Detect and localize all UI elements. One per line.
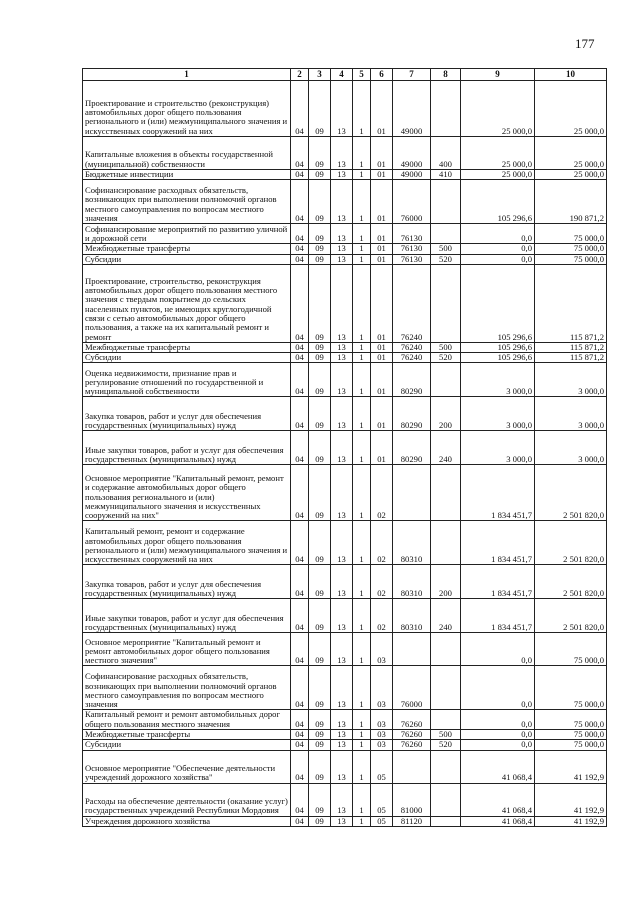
cell-code: 03	[371, 633, 393, 666]
cell-code: 400	[431, 137, 461, 170]
cell-code: 01	[371, 170, 393, 180]
cell-amount: 2 501 820,0	[535, 521, 607, 565]
cell-code: 80290	[393, 363, 431, 397]
cell-code: 09	[309, 224, 331, 244]
cell-code: 13	[331, 710, 353, 730]
cell-description: Межбюджетные трансферты	[83, 244, 291, 254]
cell-amount: 2 501 820,0	[535, 599, 607, 633]
cell-code: 76260	[393, 710, 431, 730]
cell-description: Межбюджетные трансферты	[83, 342, 291, 352]
cell-code: 01	[371, 81, 393, 137]
cell-amount: 3 000,0	[535, 397, 607, 431]
cell-amount: 75 000,0	[535, 710, 607, 730]
cell-code	[431, 783, 461, 816]
cell-code: 1	[353, 264, 371, 342]
cell-code: 09	[309, 666, 331, 710]
cell-code	[431, 816, 461, 826]
cell-amount: 0,0	[461, 254, 535, 264]
cell-code	[431, 81, 461, 137]
cell-code: 1	[353, 170, 371, 180]
cell-code: 01	[371, 137, 393, 170]
table-row	[83, 254, 607, 264]
cell-code: 09	[309, 170, 331, 180]
cell-code: 09	[309, 397, 331, 431]
cell-code: 13	[331, 599, 353, 633]
cell-code: 09	[309, 180, 331, 224]
cell-amount: 2 501 820,0	[535, 565, 607, 599]
cell-code: 02	[371, 565, 393, 599]
cell-amount: 75 000,0	[535, 244, 607, 254]
cell-code	[431, 521, 461, 565]
budget-table	[82, 68, 607, 827]
table-row	[83, 740, 607, 750]
cell-code: 1	[353, 599, 371, 633]
cell-code: 04	[291, 224, 309, 244]
cell-code: 1	[353, 750, 371, 783]
cell-code: 03	[371, 666, 393, 710]
cell-amount: 41 192,9	[535, 783, 607, 816]
cell-amount: 41 068,4	[461, 783, 535, 816]
cell-description: Субсидии	[83, 740, 291, 750]
table-row	[83, 750, 607, 783]
cell-code: 13	[331, 137, 353, 170]
cell-code: 04	[291, 137, 309, 170]
cell-amount: 75 000,0	[535, 633, 607, 666]
cell-code: 49000	[393, 137, 431, 170]
cell-code: 03	[371, 710, 393, 730]
cell-code: 09	[309, 729, 331, 739]
cell-amount: 2 501 820,0	[535, 465, 607, 521]
cell-description: Иные закупки товаров, работ и услуг для обеспечения государственных (муниципальных) нужд	[83, 431, 291, 465]
column-header: 9	[461, 69, 535, 81]
column-header: 1	[83, 69, 291, 81]
table-row	[83, 783, 607, 816]
cell-amount: 0,0	[461, 244, 535, 254]
cell-code: 1	[353, 729, 371, 739]
cell-code: 02	[371, 465, 393, 521]
cell-description: Софинансирование расходных обязательств, возникающих при выполнении полномочий органов местного самоуправления по вопросам местного значения	[83, 180, 291, 224]
cell-amount: 3 000,0	[461, 363, 535, 397]
cell-code	[431, 264, 461, 342]
cell-amount: 25 000,0	[461, 137, 535, 170]
cell-amount: 41 192,9	[535, 816, 607, 826]
cell-code: 240	[431, 431, 461, 465]
cell-code: 04	[291, 565, 309, 599]
cell-code: 05	[371, 816, 393, 826]
cell-code: 04	[291, 633, 309, 666]
cell-code: 410	[431, 170, 461, 180]
cell-amount: 41 068,4	[461, 816, 535, 826]
cell-code	[431, 180, 461, 224]
cell-code: 13	[331, 565, 353, 599]
cell-code: 1	[353, 244, 371, 254]
cell-amount: 105 296,6	[461, 180, 535, 224]
cell-amount: 105 296,6	[461, 264, 535, 342]
cell-code: 500	[431, 342, 461, 352]
cell-code: 04	[291, 353, 309, 363]
cell-code: 1	[353, 633, 371, 666]
table-row	[83, 244, 607, 254]
cell-amount: 115 871,2	[535, 342, 607, 352]
cell-code: 09	[309, 431, 331, 465]
table-row	[83, 342, 607, 352]
cell-code: 01	[371, 431, 393, 465]
cell-amount: 25 000,0	[461, 81, 535, 137]
cell-code: 04	[291, 431, 309, 465]
cell-code: 1	[353, 666, 371, 710]
cell-amount: 3 000,0	[461, 431, 535, 465]
cell-code: 01	[371, 264, 393, 342]
cell-amount: 1 834 451,7	[461, 599, 535, 633]
cell-code: 04	[291, 81, 309, 137]
table-row	[83, 180, 607, 224]
cell-code: 76260	[393, 729, 431, 739]
cell-code: 09	[309, 816, 331, 826]
cell-code: 04	[291, 180, 309, 224]
cell-code: 76130	[393, 244, 431, 254]
cell-code: 80290	[393, 397, 431, 431]
cell-code: 09	[309, 254, 331, 264]
cell-code: 1	[353, 137, 371, 170]
table-row	[83, 465, 607, 521]
cell-code: 520	[431, 254, 461, 264]
table-row	[83, 633, 607, 666]
table-row	[83, 264, 607, 342]
table-row	[83, 137, 607, 170]
cell-code	[431, 465, 461, 521]
cell-description: Основное мероприятие "Капитальный ремонт, ремонт и содержание автомобильных дорог общего пользования регионального и (или) межмуниципального значения и искусственных сооружений на них"	[83, 465, 291, 521]
cell-amount: 75 000,0	[535, 254, 607, 264]
table-body	[83, 81, 607, 827]
cell-code: 01	[371, 363, 393, 397]
column-header: 4	[331, 69, 353, 81]
cell-code: 09	[309, 353, 331, 363]
cell-description: Основное мероприятие "Обеспечение деятельности учреждений дорожного хозяйства"	[83, 750, 291, 783]
cell-code: 80310	[393, 521, 431, 565]
cell-code: 13	[331, 465, 353, 521]
cell-code: 01	[371, 397, 393, 431]
cell-amount: 115 871,2	[535, 264, 607, 342]
cell-code: 13	[331, 816, 353, 826]
cell-description: Иные закупки товаров, работ и услуг для обеспечения государственных (муниципальных) нужд	[83, 599, 291, 633]
cell-amount: 75 000,0	[535, 729, 607, 739]
cell-description: Бюджетные инвестиции	[83, 170, 291, 180]
cell-code: 76130	[393, 254, 431, 264]
cell-description: Проектирование и строительство (реконструкция) автомобильных дорог общего пользования регионального и (или) межмуниципального значения и искусственных сооружений на них	[83, 81, 291, 137]
cell-description: Субсидии	[83, 353, 291, 363]
cell-description: Субсидии	[83, 254, 291, 264]
cell-code: 13	[331, 342, 353, 352]
cell-description: Софинансирование расходных обязательств, возникающих при выполнении полномочий органов местного самоуправления по вопросам местного значения	[83, 666, 291, 710]
cell-code: 09	[309, 342, 331, 352]
cell-amount: 105 296,6	[461, 353, 535, 363]
column-header: 3	[309, 69, 331, 81]
column-header: 7	[393, 69, 431, 81]
cell-amount: 0,0	[461, 729, 535, 739]
cell-code: 1	[353, 224, 371, 244]
cell-code: 1	[353, 353, 371, 363]
cell-code: 76240	[393, 353, 431, 363]
cell-amount: 75 000,0	[535, 224, 607, 244]
cell-code: 04	[291, 264, 309, 342]
cell-amount: 41 192,9	[535, 750, 607, 783]
cell-code: 520	[431, 740, 461, 750]
cell-code: 09	[309, 521, 331, 565]
cell-code: 13	[331, 244, 353, 254]
cell-code: 09	[309, 750, 331, 783]
cell-code: 49000	[393, 170, 431, 180]
cell-code: 1	[353, 81, 371, 137]
cell-code: 13	[331, 81, 353, 137]
cell-code: 76240	[393, 264, 431, 342]
cell-code	[431, 633, 461, 666]
cell-code: 04	[291, 521, 309, 565]
table-row	[83, 224, 607, 244]
table-row	[83, 521, 607, 565]
cell-code: 1	[353, 363, 371, 397]
cell-code: 13	[331, 729, 353, 739]
cell-code: 13	[331, 521, 353, 565]
cell-code: 09	[309, 137, 331, 170]
cell-code: 13	[331, 750, 353, 783]
cell-code: 09	[309, 465, 331, 521]
cell-description: Учреждения дорожного хозяйства	[83, 816, 291, 826]
cell-amount: 3 000,0	[535, 431, 607, 465]
cell-code: 13	[331, 254, 353, 264]
cell-code: 81120	[393, 816, 431, 826]
cell-code: 240	[431, 599, 461, 633]
cell-code: 1	[353, 431, 371, 465]
cell-code: 1	[353, 710, 371, 730]
column-header: 2	[291, 69, 309, 81]
cell-code	[393, 465, 431, 521]
cell-description: Межбюджетные трансферты	[83, 729, 291, 739]
cell-description: Оценка недвижимости, признание прав и регулирование отношений по государственной и муниципальной собственности	[83, 363, 291, 397]
cell-code: 01	[371, 342, 393, 352]
cell-code: 80310	[393, 599, 431, 633]
cell-amount: 0,0	[461, 710, 535, 730]
cell-amount: 115 871,2	[535, 353, 607, 363]
cell-code: 05	[371, 783, 393, 816]
column-header: 6	[371, 69, 393, 81]
cell-code: 13	[331, 170, 353, 180]
cell-code: 09	[309, 264, 331, 342]
column-header: 10	[535, 69, 607, 81]
cell-code: 04	[291, 599, 309, 633]
cell-code: 09	[309, 783, 331, 816]
cell-code	[431, 224, 461, 244]
cell-amount: 3 000,0	[461, 397, 535, 431]
cell-code: 09	[309, 599, 331, 633]
cell-code: 13	[331, 264, 353, 342]
column-header: 8	[431, 69, 461, 81]
table-row	[83, 666, 607, 710]
cell-code: 13	[331, 397, 353, 431]
cell-code: 09	[309, 363, 331, 397]
cell-amount: 105 296,6	[461, 342, 535, 352]
cell-amount: 75 000,0	[535, 740, 607, 750]
table-row	[83, 397, 607, 431]
cell-code: 13	[331, 224, 353, 244]
cell-amount: 1 834 451,7	[461, 521, 535, 565]
cell-code: 1	[353, 740, 371, 750]
cell-amount: 25 000,0	[535, 137, 607, 170]
cell-amount: 25 000,0	[535, 81, 607, 137]
cell-code: 81000	[393, 783, 431, 816]
cell-amount: 75 000,0	[535, 666, 607, 710]
cell-code: 80290	[393, 431, 431, 465]
cell-code: 02	[371, 521, 393, 565]
cell-code: 04	[291, 363, 309, 397]
cell-code: 04	[291, 783, 309, 816]
cell-code: 500	[431, 244, 461, 254]
cell-code: 04	[291, 170, 309, 180]
cell-code	[431, 710, 461, 730]
cell-code: 13	[331, 740, 353, 750]
cell-code: 04	[291, 740, 309, 750]
cell-code: 1	[353, 342, 371, 352]
cell-code: 01	[371, 224, 393, 244]
cell-code	[431, 750, 461, 783]
header-row	[83, 69, 607, 81]
cell-code: 05	[371, 750, 393, 783]
cell-amount: 0,0	[461, 224, 535, 244]
cell-code: 76130	[393, 224, 431, 244]
cell-code: 13	[331, 783, 353, 816]
cell-code: 04	[291, 729, 309, 739]
cell-amount: 41 068,4	[461, 750, 535, 783]
cell-code: 04	[291, 750, 309, 783]
cell-code: 13	[331, 363, 353, 397]
cell-code: 04	[291, 666, 309, 710]
cell-code: 1	[353, 783, 371, 816]
cell-code: 76260	[393, 740, 431, 750]
cell-code: 1	[353, 521, 371, 565]
cell-code: 04	[291, 254, 309, 264]
page-number: 177	[575, 36, 595, 51]
cell-code: 09	[309, 244, 331, 254]
table-row	[83, 363, 607, 397]
cell-code: 500	[431, 729, 461, 739]
cell-code: 80310	[393, 565, 431, 599]
cell-description: Расходы на обеспечение деятельности (оказание услуг) государственных учреждений Республики Мордовия	[83, 783, 291, 816]
cell-description: Основное мероприятие "Капитальный ремонт и ремонт автомобильных дорог общего пользования местного значения"	[83, 633, 291, 666]
cell-amount: 0,0	[461, 633, 535, 666]
cell-code: 13	[331, 431, 353, 465]
cell-code: 1	[353, 816, 371, 826]
cell-description: Софинансирование мероприятий по развитию уличной и дорожной сети	[83, 224, 291, 244]
cell-code	[393, 750, 431, 783]
cell-code	[431, 666, 461, 710]
cell-amount: 25 000,0	[535, 170, 607, 180]
table-row	[83, 81, 607, 137]
table-row	[83, 599, 607, 633]
table-row	[83, 710, 607, 730]
cell-code: 1	[353, 565, 371, 599]
cell-code: 09	[309, 81, 331, 137]
cell-code: 04	[291, 397, 309, 431]
cell-amount: 3 000,0	[535, 363, 607, 397]
table-row	[83, 170, 607, 180]
cell-amount: 1 834 451,7	[461, 565, 535, 599]
cell-code: 02	[371, 599, 393, 633]
cell-amount: 0,0	[461, 740, 535, 750]
cell-code: 76000	[393, 666, 431, 710]
cell-amount: 1 834 451,7	[461, 465, 535, 521]
cell-code: 1	[353, 254, 371, 264]
cell-code: 13	[331, 180, 353, 224]
cell-code: 520	[431, 353, 461, 363]
cell-description: Закупка товаров, работ и услуг для обеспечения государственных (муниципальных) нужд	[83, 565, 291, 599]
table-row	[83, 816, 607, 826]
cell-code: 04	[291, 710, 309, 730]
cell-code: 09	[309, 633, 331, 666]
cell-code: 04	[291, 816, 309, 826]
cell-code: 13	[331, 666, 353, 710]
table-row	[83, 565, 607, 599]
table-row	[83, 431, 607, 465]
cell-code: 01	[371, 180, 393, 224]
cell-description: Закупка товаров, работ и услуг для обеспечения государственных (муниципальных) нужд	[83, 397, 291, 431]
column-header: 5	[353, 69, 371, 81]
cell-code: 1	[353, 180, 371, 224]
cell-code: 04	[291, 342, 309, 352]
cell-code: 04	[291, 465, 309, 521]
cell-code: 01	[371, 244, 393, 254]
cell-amount: 190 871,2	[535, 180, 607, 224]
cell-code: 13	[331, 633, 353, 666]
cell-code: 01	[371, 353, 393, 363]
cell-description: Капитальный ремонт, ремонт и содержание автомобильных дорог общего пользования регионального и (или) межмуниципального значения и искусственных сооружений на них	[83, 521, 291, 565]
cell-amount: 0,0	[461, 666, 535, 710]
cell-code: 200	[431, 565, 461, 599]
cell-code	[431, 363, 461, 397]
cell-code: 76000	[393, 180, 431, 224]
cell-code: 76240	[393, 342, 431, 352]
cell-code: 200	[431, 397, 461, 431]
cell-code: 01	[371, 254, 393, 264]
table-row	[83, 729, 607, 739]
cell-code: 09	[309, 710, 331, 730]
cell-code: 1	[353, 465, 371, 521]
cell-code: 13	[331, 353, 353, 363]
cell-description: Капитальный ремонт и ремонт автомобильных дорог общего пользования местного значения	[83, 710, 291, 730]
cell-amount: 25 000,0	[461, 170, 535, 180]
cell-code: 09	[309, 565, 331, 599]
table-row	[83, 353, 607, 363]
cell-code: 03	[371, 740, 393, 750]
cell-code: 04	[291, 244, 309, 254]
cell-code	[393, 633, 431, 666]
cell-description: Капитальные вложения в объекты государственной (муниципальной) собственности	[83, 137, 291, 170]
cell-description: Проектирование, строительство, реконструкция автомобильных дорог общего пользования местного значения с твердым покрытием до сельских населенных пунктов, не имеющих круглогодичной связи с сетью автомобильных дорог общего пользования, а также на их капитальный ремонт и ремонт	[83, 264, 291, 342]
cell-code: 03	[371, 729, 393, 739]
cell-code: 09	[309, 740, 331, 750]
cell-code: 49000	[393, 81, 431, 137]
cell-code: 1	[353, 397, 371, 431]
